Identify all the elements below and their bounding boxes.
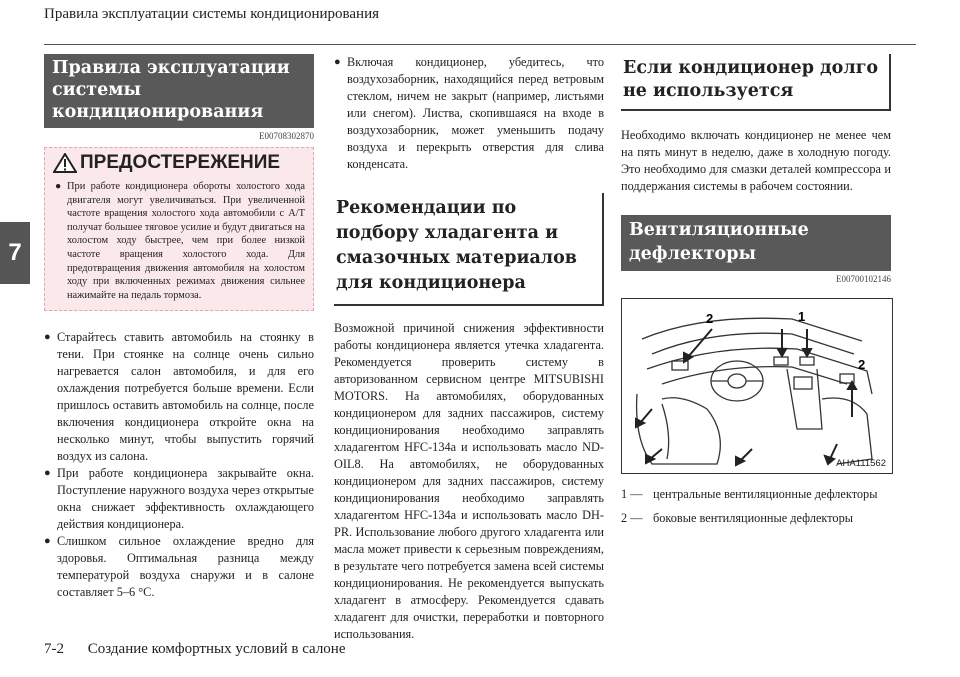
section-title-operation-rules: Правила эксплуатации системы кондиционирования xyxy=(44,54,314,128)
chapter-number: 7 xyxy=(8,239,22,266)
legend-item xyxy=(621,510,891,526)
warning-title: ПРЕДОСТЕРЕЖЕНИЕ xyxy=(80,152,281,173)
list-item xyxy=(334,54,604,173)
legend-text: боковые вентиляционные дефлекторы xyxy=(653,511,853,525)
legend-text: центральные вентиляционные дефлекторы xyxy=(653,487,878,501)
warning-header xyxy=(53,152,305,174)
legend-number: 2 — xyxy=(621,511,643,525)
column-2 xyxy=(334,54,604,643)
section-title-long-idle: Если кондиционер долго не используется xyxy=(621,54,891,111)
list-item-text: Старайтесь ставить автомобиль на стоянку в тени. При стоянке на солнце очень сильно нагревается салон автомобиля, и для его охлаждения потребуется больше времени. Если пришлось оставить автомобиль на солнце, после включения кондиционера откройте окна на несколько минут, чтобы выпустить горячий воздух из салона. xyxy=(57,330,314,464)
figure-code: AHA111562 xyxy=(836,458,886,469)
section-title-refrigerant: Рекомендации по подбору хладагента и смазочных материалов для кондиционера xyxy=(334,193,604,306)
long-idle-paragraph: Необходимо включать кондиционер не менее чем на пять минут в неделю, даже в холодную погоду. Это необходимо для смазки деталей компрессора и поддержания системы в рабочем состоянии. xyxy=(621,128,891,193)
list-item xyxy=(44,329,314,465)
page-footer xyxy=(44,641,346,658)
bullet-dot-icon: ● xyxy=(334,56,341,68)
dashboard-illustration xyxy=(622,299,892,473)
warning-box xyxy=(44,147,314,311)
bullet-dot-icon: ● xyxy=(55,181,62,192)
legend-item xyxy=(621,486,891,502)
list-item xyxy=(44,465,314,533)
warning-triangle-icon xyxy=(53,153,77,173)
bullet-dot-icon: ● xyxy=(44,535,51,548)
vents-figure xyxy=(621,298,893,474)
list-item xyxy=(44,533,314,601)
figure-legend xyxy=(621,486,891,526)
list-item-text: При работе кондиционера закрывайте окна. Поступление наружного воздуха через открытые окна снижает эффективность охлаждающего действия кондиционера. xyxy=(57,466,314,532)
header-divider xyxy=(44,44,916,45)
section-code: E00708302870 xyxy=(259,131,314,141)
warning-item xyxy=(53,180,305,302)
tips-list xyxy=(44,329,314,601)
bullet-dot-icon: ● xyxy=(44,331,51,344)
chapter-tab xyxy=(0,222,30,284)
list-item-text: Включая кондиционер, убедитесь, что воздухозаборник, находящийся перед ветровым стеклом, ничем не закрыт (например, листьями или снегом). Листва, скопившаяся на входе в воздухозаборник, может уменьшить подачу воздуха и перекрыть отверстия для слива конденсата. xyxy=(347,55,604,171)
warning-text: При работе кондиционера обороты холостого хода двигателя могут увеличиваться. При увеличенной частоте вращения холостого хода автомобили с A/T получат большее тяговое усилие и будут двигаться на холостом ходу быстрее, чем при более низкой частоте вращения холостого хода. Для предотвращения движения автомобиля на холостом ходу при включенных режимах движения сильнее нажимайте на педаль тормоза. xyxy=(67,181,305,301)
callout-label-2-left: 2 xyxy=(706,311,714,326)
bullet-dot-icon: ● xyxy=(44,467,51,480)
footer-title: Создание комфортных условий в салоне xyxy=(87,641,346,657)
column-3 xyxy=(621,54,891,526)
column-1 xyxy=(44,54,314,601)
section-code: E00700102146 xyxy=(836,274,891,284)
refrigerant-paragraph: Возможной причиной снижения эффективности работы кондиционера является утечка хладагента. Рекомендуется проверить систему в авторизованном сервисном центре MITSUBISHI MOTORS. На автомобилях, оборудованных кондиционером для задних пассажиров, систему кондиционирования необходимо заправлять хладагентом HFC-134a и использовать масло ND-OIL8. На автомобилях, не оборудованных кондиционером для задних пассажиров, систему кондиционирования необходимо заправлять хладагентом HFC-134a и использовать масло DH-PR. Использование любого другого хладагента или масла может привести к серьезным повреждениям, в результате чего потребуется замена всей системы кондиционирования. Не рекомендуется выпускать хладагент в атмосферу. Рекомендуется сдавать хладагент для очистки, переработки и повторного использования. xyxy=(334,321,604,641)
section-title-vents: Вентиляционные дефлекторы xyxy=(621,215,891,271)
page-number: 7-2 xyxy=(44,641,64,657)
callout-label-1: 1 xyxy=(798,309,806,324)
page-header: Правила эксплуатации системы кондиционирования xyxy=(44,6,380,22)
list-item-text: Слишком сильное охлаждение вредно для здоровья. Оптимальная разница между температурой воздуха снаружи и в салоне составляет 5–6 °C. xyxy=(57,534,314,600)
legend-number: 1 — xyxy=(621,487,643,501)
callout-label-2-right: 2 xyxy=(858,357,866,372)
